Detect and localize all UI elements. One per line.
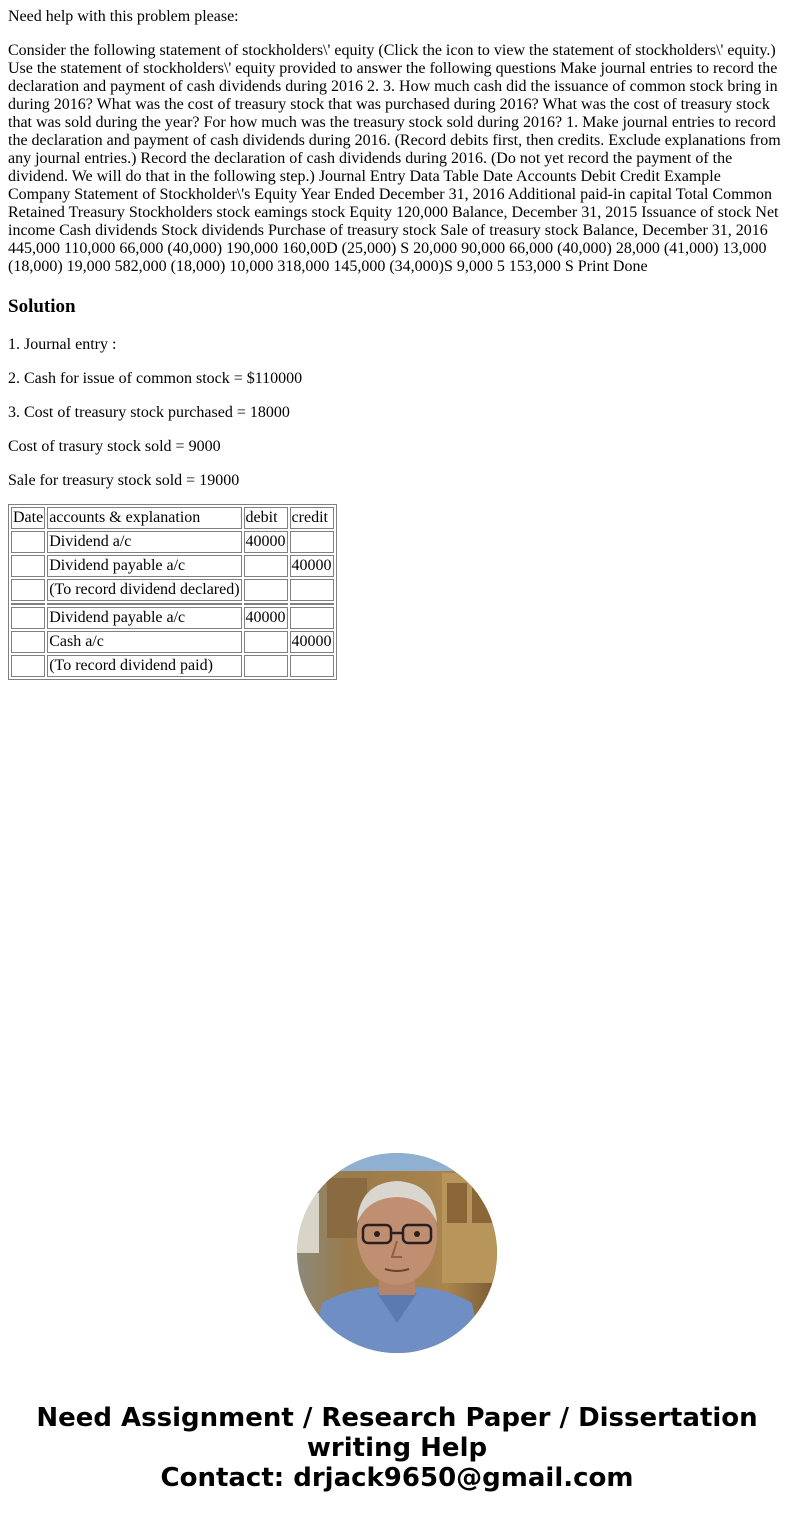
cell-credit [290, 579, 334, 601]
cell-credit [290, 655, 334, 677]
cell-account: Dividend payable a/c [47, 607, 241, 629]
header-credit: credit [290, 507, 334, 529]
table-row [11, 631, 334, 653]
cell-credit [290, 607, 334, 629]
table-row [11, 555, 334, 577]
separator-cell [47, 603, 241, 605]
solution-line: 1. Journal entry : [8, 336, 117, 353]
footer-line-2: writing Help [306, 1433, 488, 1463]
cell-date [11, 607, 45, 629]
question-body: Consider the following statement of stockholders\' equity (Click the icon to view the statement of stockholders\' equity.) Use the statement of stockholders\' equity provided to answer the following questions Make journal entries to record the declaration and payment of cash dividends during 2016 2. 3. How much cash did the issuance of common stock bring in during 2016? What was the cost of treasury stock that was purchased during 2016? What was the cost of treasury stock that was sold during the year? For how much was the treasury stock sold during 2016? 1. Make journal entries to record the declaration and payment of cash dividends during 2016. (Record debits first, then credits. Exclude explanations from any journal entries.) Record the declaration of cash dividends during 2016. (Do not yet record the payment of the dividend. We will do that in the following step.) Journal Entry Data Table Date Accounts Debit Credit Example Company Statement of Stockholder\'s Equity Year Ended December 31, 2016 Additional paid-in capital Total Common Retained Treasury Stockholders stock eamings stock Equity 120,000 Balance, December 31, 2015 Issuance of stock Net income Cash dividends Stock dividends Purchase of treasury stock Sale of treasury stock Balance, December 31, 2016 445,000 110,000 66,000 (40,000) 190,000 160,00D (25,000) S 20,000 90,000 66,000 (40,000) 28,000 (41,000) 13,000 (18,000) 19,000 582,000 (18,000) 10,000 318,000 145,000 (34,000)S 9,000 5 153,000 S Print Done [8, 42, 781, 275]
cell-debit [244, 555, 288, 577]
footer-contact: Contact: drjack9650@gmail.com [160, 1463, 634, 1493]
header-debit: debit [244, 507, 288, 529]
solution-line: 3. Cost of treasury stock purchased = 18000 [8, 404, 290, 421]
solution-line: Sale for treasury stock sold = 19000 [8, 472, 240, 489]
separator-cell [244, 603, 288, 605]
cell-date [11, 579, 45, 601]
cell-account: Dividend a/c [47, 531, 241, 553]
cell-date [11, 655, 45, 677]
table-row [11, 531, 334, 553]
separator-cell [11, 603, 45, 605]
solution-heading: Solution [8, 296, 76, 317]
question-intro: Need help with this problem please: [8, 8, 239, 25]
cell-account: Cash a/c [47, 631, 241, 653]
table-header-row [11, 507, 334, 529]
footer-line-1: Need Assignment / Research Paper / Dissertation [36, 1403, 758, 1433]
solution-line: 2. Cash for issue of common stock = $110000 [8, 370, 303, 387]
header-date: Date [11, 507, 45, 529]
footer-banner [0, 1403, 794, 1493]
solution-line: Cost of trasury stock sold = 9000 [8, 438, 221, 455]
cell-account: Dividend payable a/c [47, 555, 241, 577]
cell-debit [244, 655, 288, 677]
author-avatar [297, 1153, 497, 1353]
cell-debit [244, 579, 288, 601]
cell-date [11, 555, 45, 577]
journal-entry-table [8, 504, 337, 680]
cell-debit: 40000 [244, 607, 288, 629]
cell-credit: 40000 [290, 631, 334, 653]
cell-account: (To record dividend paid) [47, 655, 241, 677]
cell-date [11, 531, 45, 553]
table-row [11, 579, 334, 601]
document [0, 0, 794, 680]
header-accounts: accounts & explanation [47, 507, 241, 529]
table-row [11, 655, 334, 677]
cell-credit: 40000 [290, 555, 334, 577]
cell-date [11, 631, 45, 653]
cell-debit: 40000 [244, 531, 288, 553]
separator-cell [290, 603, 334, 605]
table-separator-row [11, 603, 334, 605]
person-photo-icon [297, 1153, 497, 1353]
table-row [11, 607, 334, 629]
cell-debit [244, 631, 288, 653]
cell-credit [290, 531, 334, 553]
cell-account: (To record dividend declared) [47, 579, 241, 601]
